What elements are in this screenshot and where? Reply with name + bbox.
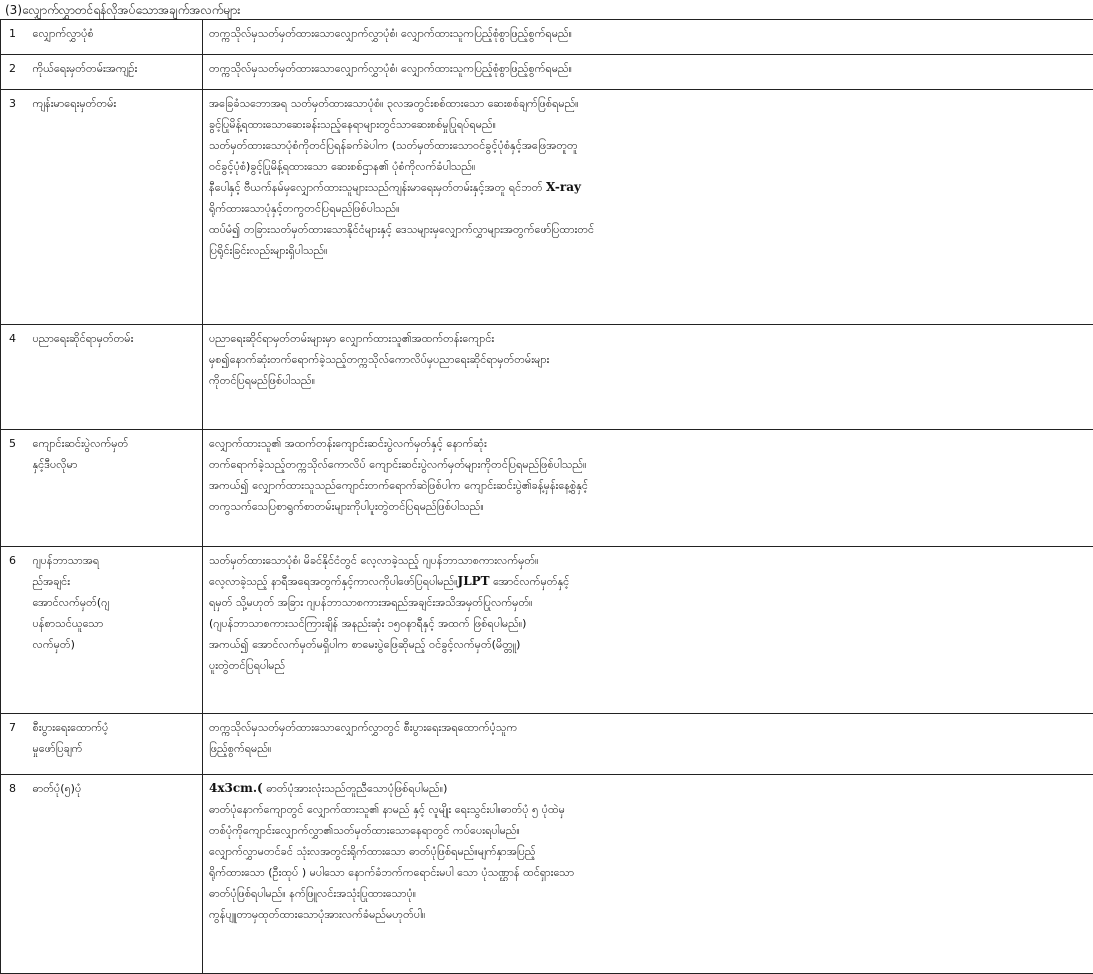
table-row [1, 775, 1093, 974]
item-description: တက္ကသိုလ်မှသတ်မှတ်ထားသောလျှောက်လွှာပုံစံ၊ လျှောက်ထားသူကပြည့်စုံစွာဖြည့်စွက်ရမည်။ [203, 55, 1093, 90]
table-row [1, 714, 1093, 775]
row-number: 3 [1, 90, 25, 325]
item-label: ကိုယ်ရေးမှတ်တမ်းအကျဉ်း [25, 55, 203, 90]
table-row [1, 90, 1093, 325]
table-row [1, 430, 1093, 547]
xray-label: X-ray [546, 180, 581, 194]
item-label: ဂျပန်ဘာသာအရ ည်အချင်း အောင်လက်မှတ်(ဂျ ပန်စာသင်ယူသော လက်မှတ်) [25, 547, 203, 714]
requirements-table [0, 19, 1093, 974]
table-row [1, 547, 1093, 714]
item-label: ဓာတ်ပုံ(၅)ပုံ [25, 775, 203, 974]
item-description: သတ်မှတ်ထားသောပုံစံ၊ မိခင်နိုင်ငံတွင် လေ့လာခဲ့သည့် ဂျပန်ဘာသာစကားလက်မှတ်။ လေ့လာခဲ့သည့် နာရီအရေအတွက်နှင့်ကာလကိုပါဖော်ပြရပါမည်။JLPT အောင်လက်မှတ်နှင့် ရမှတ် သို့မဟုတ် အခြား ဂျပန်ဘာသာစကားအရည်အချင်းအသိအမှတ်ပြုလက်မှတ်။ (ဂျပန်ဘာသာစကားသင်ကြားချိန် အနည်းဆုံး ၁၅၀နာရီနှင့် အထက် ဖြစ်ရပါမည်။) အကယ်၍ အောင်လက်မှတ်မရှိပါက စာမေးပွဲဖြေဆိုမည့် ဝင်ခွင့်လက်မှတ်(မိတ္တူ) ပူးတွဲတင်ပြရပါမည် [203, 547, 1093, 714]
item-description: ပညာရေးဆိုင်ရာမှတ်တမ်းများမှာ လျှောက်ထားသူ၏အထက်တန်းကျောင်း မှစ၍နောက်ဆုံးတက်ရောက်ခဲ့သည့်တက္ကသိုလ်ကောလိပ်မှပညာရေးဆိုင်ရာမှတ်တမ်းများ ကိုတင်ပြရမည်ဖြစ်ပါသည်။ [203, 325, 1093, 430]
item-description: အခြေခံသဘောအရ သတ်မှတ်ထားသောပုံစံ။ ၃လအတွင်းစစ်ထားသော ဆေးစစ်ချက်ဖြစ်ရမည်။ ခွင့်ပြုမိန့်ရထားသောဆေးခန်းသည့်နေရာများတွင်သာဆေးစစ်မှုပြုရပ်ရမည်။ သတ်မှတ်ထားသောပုံစံကိုတင်ပြရန်ခက်ခဲပါက (သတ်မှတ်ထားသောဝင်ခွင့်ပုံစံနှင့်အဖြေအတူတူ ဝင်ခွင့်ပုံစံ)ခွင့်ပြုမိန့်ရထားသော ဆေးစစ်ဌာန၏ ပုံစံကိုလက်ခံပါသည်။ နီပေါနှင့် ဗီယက်နမ်မှလျှောက်ထားသူများသည်ကျန်းမာရေးမှတ်တမ်းနှင့်အတူ ရင်ဘတ် X-ray ရိုက်ထားသောပုံနှင့်တကွတင်ပြရမည်ဖြစ်ပါသည်။ ထပ်မံ၍ တခြားသတ်မှတ်ထားသောနိုင်ငံများနှင့် ဒေသများမှလျှောက်လွှာများအတွက်ဖော်ပြထားတင် ပြရိုင်းခြင်းလည်းများရှိပါသည်။ [203, 90, 1093, 325]
item-description: 4x3cm.( ဓာတ်ပုံအားလုံးသည်တူညီသောပုံဖြစ်ရပါမည်။) ဓာတ်ပုံနောက်ကျောတွင် လျှောက်ထားသူ၏ နာမည် နှင့် လူမျိုး ရေးသွင်းပါ။ဓာတ်ပုံ ၅ ပုံထဲမှ တစ်ပုံကိုကျောင်းလျှောက်လွှာ၏သတ်မှတ်ထားသောနေရာတွင် ကပ်ပေးရပါမည်။ လျှောက်လွှာမတင်ခင် သုံးလအတွင်းရိုက်ထားသော ဓာတ်ပုံဖြစ်ရမည်။မျက်နှာအပြည့် ရိုက်ထားသော (ဦးထုပ် ) မပါသော နောက်ခံဘက်ကရောင်းမပါ သော ပုံသဏ္ဌာန် ထင်ရှားသော ဓာတ်ပုံဖြစ်ရပါမည်။ နက်ဖြူလင်းအသုံးပြုထားသောပုံ။ ကွန်ပျူတာမှထုတ်ထားသောပုံအားလက်ခံမည်မဟုတ်ပါ။ [203, 775, 1093, 974]
table-row [1, 325, 1093, 430]
row-number: 7 [1, 714, 25, 775]
page-title: (3)လျှောက်လွှာတင်ရန်လိုအပ်သောအချက်အလက်များ [5, 2, 240, 18]
photo-size-label: 4x3cm.( [209, 781, 263, 795]
table-row [1, 20, 1093, 55]
row-number: 4 [1, 325, 25, 430]
jlpt-label: JLPT [458, 574, 490, 588]
row-number: 1 [1, 20, 25, 55]
row-number: 6 [1, 547, 25, 714]
item-label: ပညာရေးဆိုင်ရာမှတ်တမ်း [25, 325, 203, 430]
item-description: တက္ကသိုလ်မှသတ်မှတ်ထားသောလျှောက်လွှာတွင် စီးပွားရေးအရထောက်ပံ့သူက ဖြည့်စွက်ရမည်။ [203, 714, 1093, 775]
item-label: ကျောင်းဆင်းပွဲလက်မှတ် နှင့်ဒီပလိုမာ [25, 430, 203, 547]
item-description: လျှောက်ထားသူ၏ အထက်တန်းကျောင်းဆင်းပွဲလက်မှတ်နှင့် နောက်ဆုံး တက်ရောက်ခဲ့သည့်တက္ကသိုလ်ကောလိပ် ကျောင်းဆင်းပွဲလက်မှတ်များကိုတင်ပြရမည်ဖြစ်ပါသည်။ အကယ်၍ လျှောက်ထားသူသည်ကျောင်းတက်ရောက်ဆဲဖြစ်ပါက ကျောင်းဆင်းပွဲ၏ခန့်မှန်းနေ့စွဲနှင့် တကွသက်သေပြစာရွက်စာတမ်းများကိုပါပူးတွဲတင်ပြရမည်ဖြစ်ပါသည်။ [203, 430, 1093, 547]
item-label: စီးပွားရေးထောက်ပံ့ မှုဖော်ပြချက် [25, 714, 203, 775]
item-description: တက္ကသိုလ်မှသတ်မှတ်ထားသောလျှောက်လွှာပုံစံ၊ လျှောက်ထားသူကပြည့်စုံစွာဖြည့်စွက်ရမည်။ [203, 20, 1093, 55]
item-label: လျှောက်လွှာပုံစံ [25, 20, 203, 55]
table-row [1, 55, 1093, 90]
item-label: ကျန်းမာရေးမှတ်တမ်း [25, 90, 203, 325]
row-number: 8 [1, 775, 25, 974]
row-number: 5 [1, 430, 25, 547]
row-number: 2 [1, 55, 25, 90]
